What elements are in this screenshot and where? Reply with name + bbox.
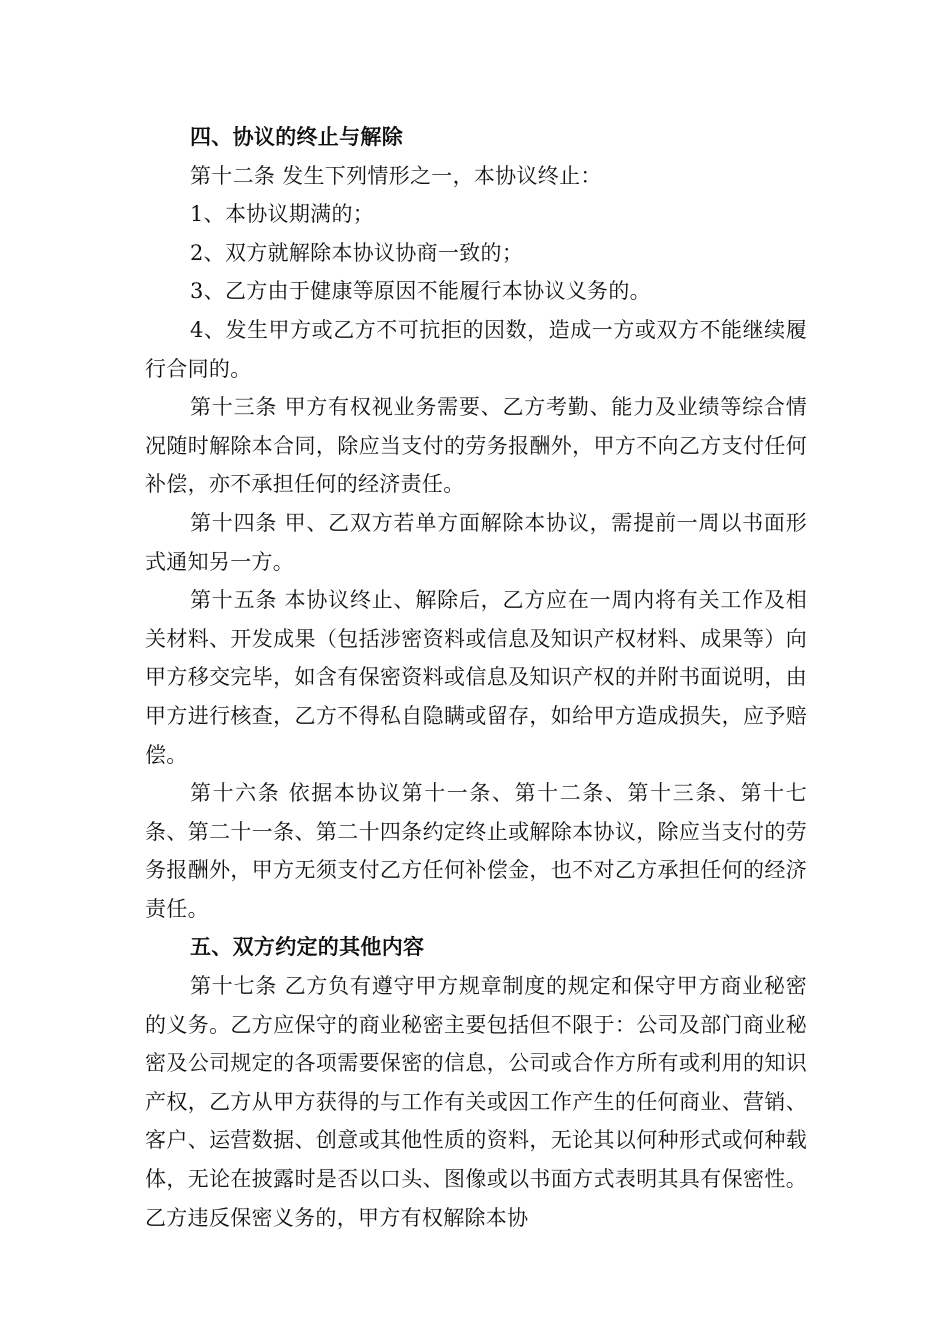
article-12-item-2: 2、双方就解除本协议协商一致的； (190, 240, 524, 265)
article-12-item-4: 4、发生甲方或乙方不可抗拒的因数，造成一方或双方不能继续履行合同的。 (145, 317, 807, 381)
article-16: 第十六条 依据本协议第十一条、第十二条、第十三条、第十七条、第二十一条、第二十四条约定终止或解除本协议，除应当支付的劳务报酬外，甲方无须支付乙方任何补偿金，也不对乙方承担任何的经济责任。 (145, 781, 807, 921)
section-heading-termination: 四、协议的终止与解除 (190, 124, 403, 149)
article-17: 第十七条 乙方负有遵守甲方规章制度的规定和保守甲方商业秘密的义务。乙方应保守的商业秘密主要包括但不限于：公司及部门商业秘密及公司规定的各项需要保密的信息，公司或合作方所有或利用的知识产权，乙方从甲方获得的与工作有关或因工作产生的任何商业、营销、客户、运营数据、创意或其他性质的资料，无论其以何种形式或何种载体，无论在披露时是否以口头、图像或以书面方式表明其具有保密性。乙方违反保密义务的，甲方有权解除本协 (145, 974, 807, 1230)
section-heading-other-terms: 五、双方约定的其他内容 (190, 934, 425, 960)
article-12-intro: 第十二条 发生下列情形之一，本协议终止： (190, 163, 602, 188)
article-12-item-1: 1、本协议期满的； (190, 202, 375, 227)
document-page (145, 118, 807, 1237)
article-14: 第十四条 甲、乙双方若单方面解除本协议，需提前一周以书面形式通知另一方。 (145, 510, 807, 574)
article-13: 第十三条 甲方有权视业务需要、乙方考勤、能力及业绩等综合情况随时解除本合同，除应当支付的劳务报酬外，甲方不向乙方支付任何补偿，亦不承担任何的经济责任。 (145, 395, 807, 497)
article-15: 第十五条 本协议终止、解除后，乙方应在一周内将有关工作及相关材料、开发成果（包括涉密资料或信息及知识产权材料、成果等）向甲方移交完毕，如含有保密资料或信息及知识产权的并附书面说明，由甲方进行核查，乙方不得私自隐瞒或留存，如给甲方造成损失，应予赔偿。 (145, 588, 807, 767)
article-12-item-3: 3、乙方由于健康等原因不能履行本协议义务的。 (190, 279, 651, 304)
